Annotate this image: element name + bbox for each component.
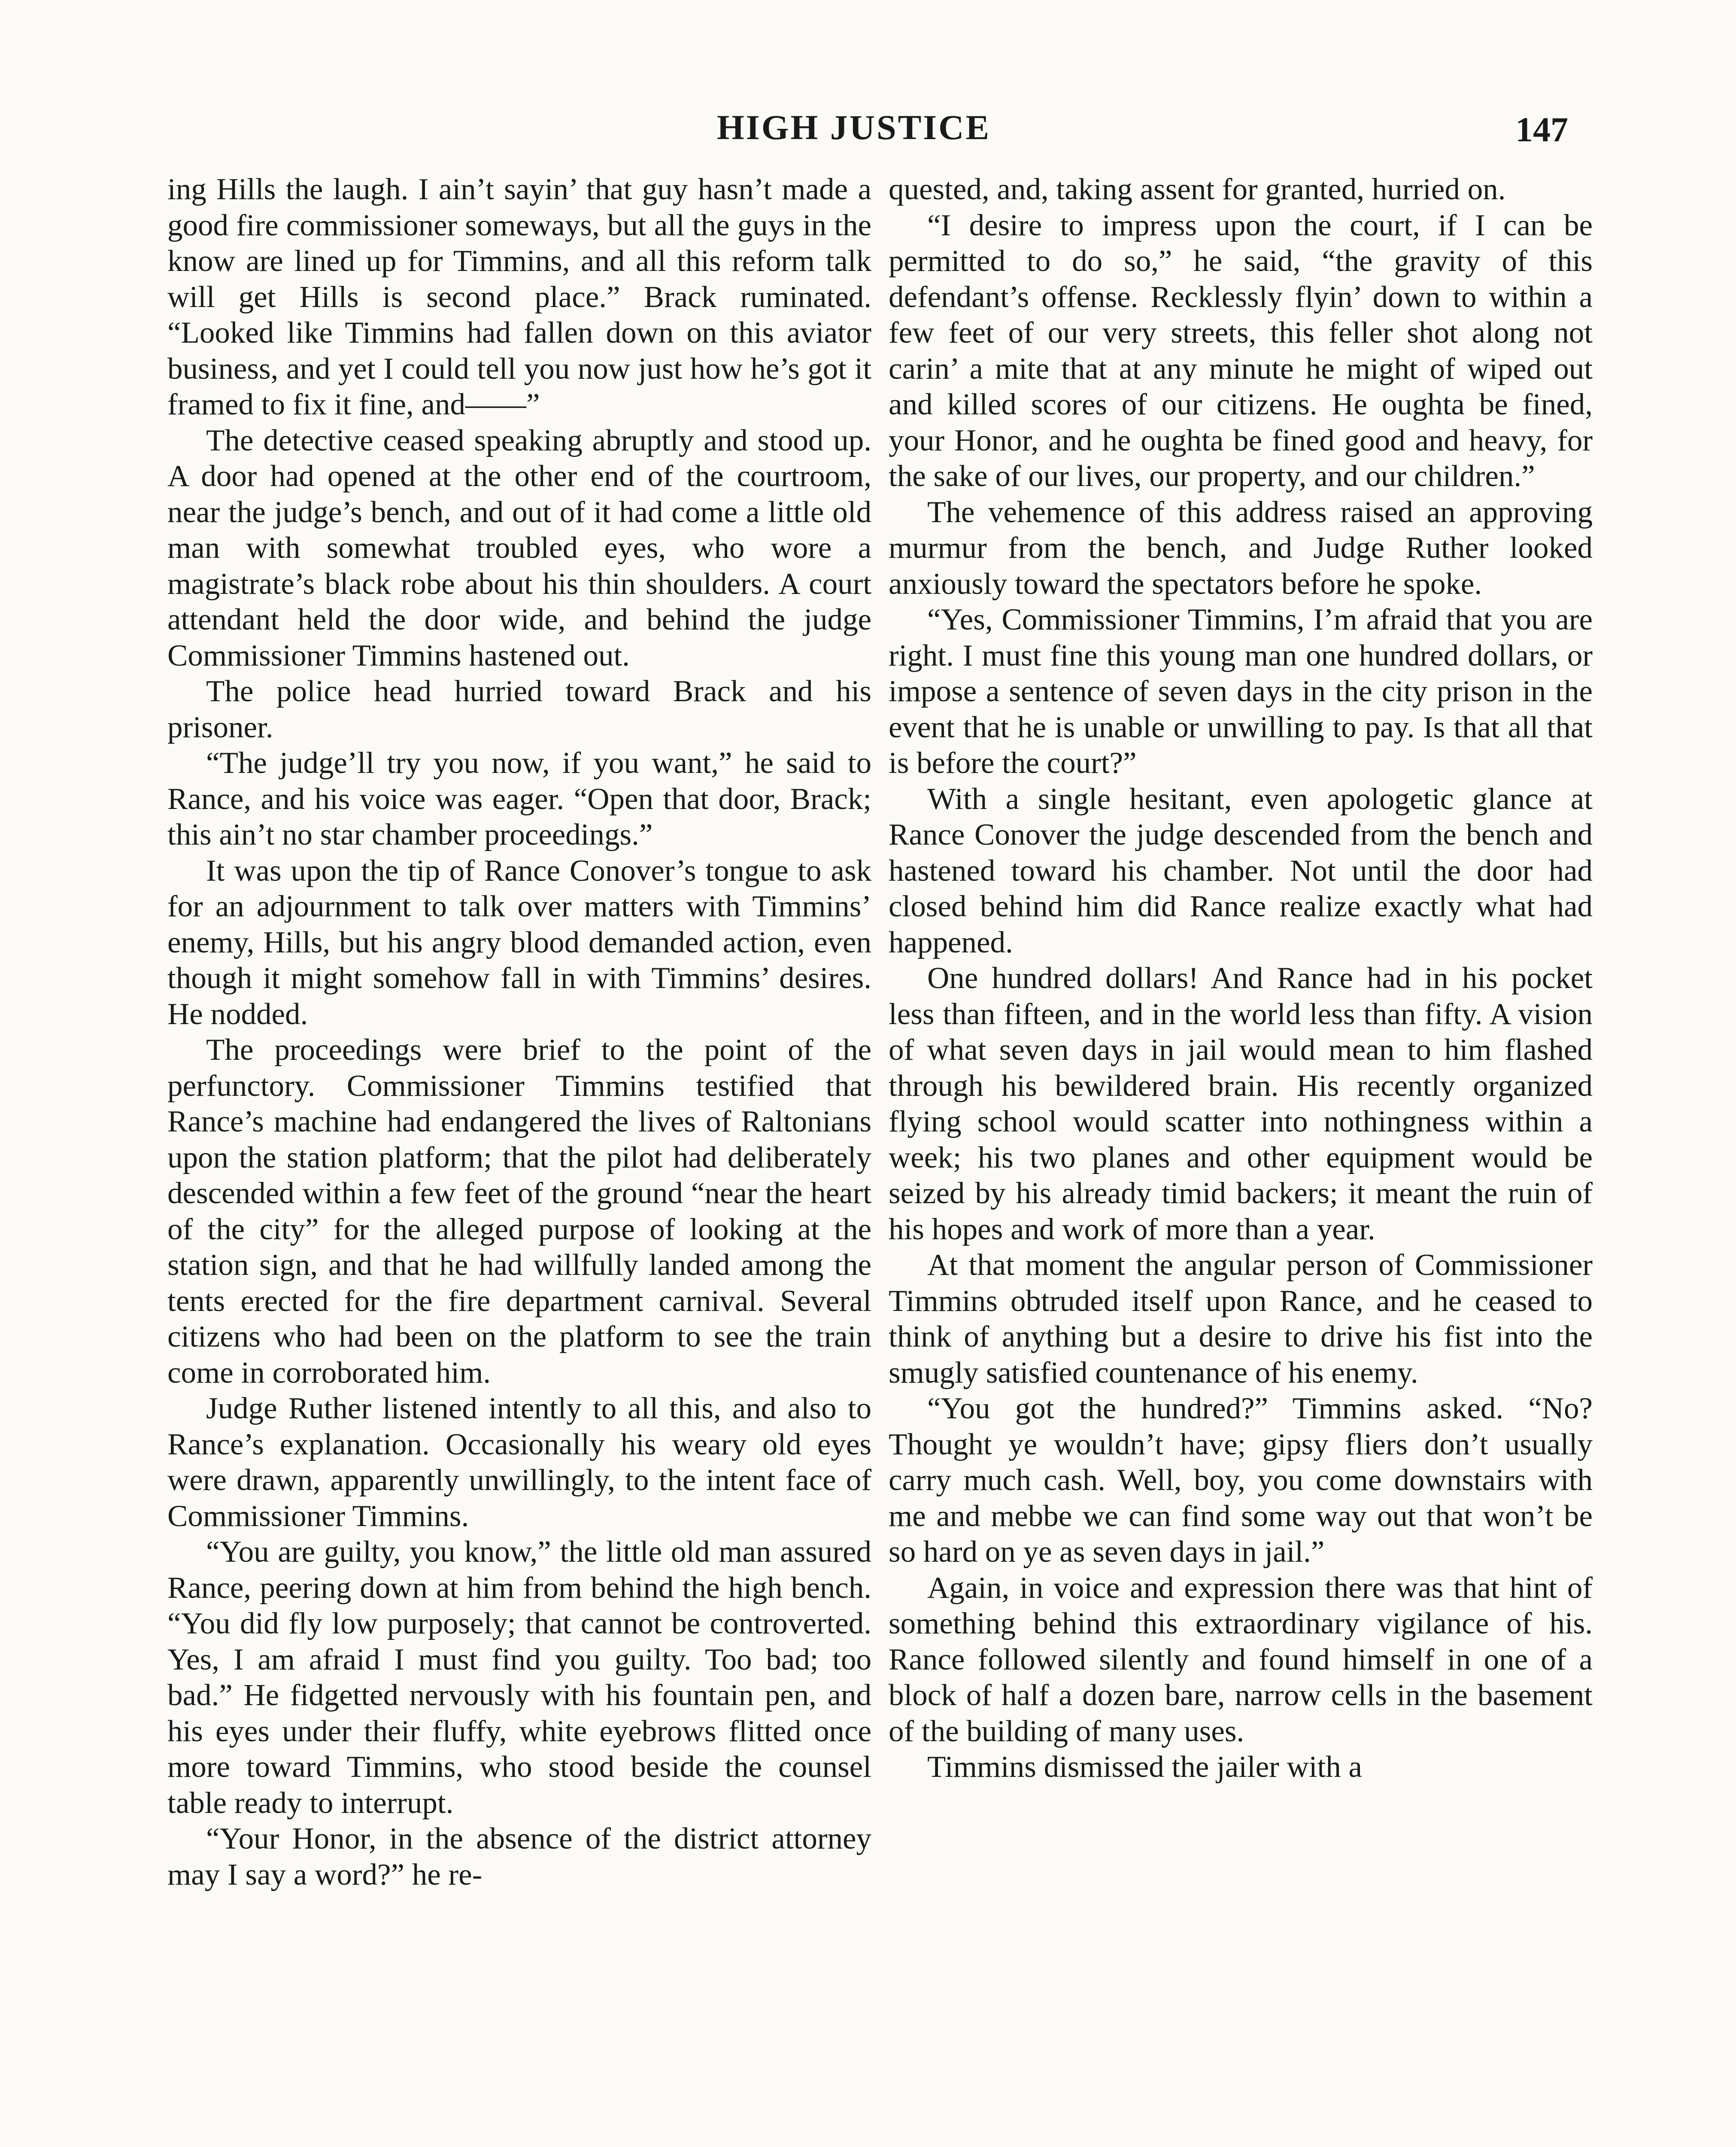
paragraph: “Yes, Commissioner Timmins, I’m afraid that you are right. I must fine this young man one hundred dollars, or impose a sentence of seven days in the city prison in the event that he is unable or unwilling to pay. Is that all that is before the court?” — [889, 603, 1593, 780]
paragraph: The vehemence of this address raised an approving murmur from the bench, and Judge Ruther looked anxiously toward the spectators before he spoke. — [889, 495, 1593, 601]
paragraph: At that moment the angular person of Commissioner Timmins obtruded itself upon Rance, and he ceased to think of anything but a desire to drive his fist into the smugly satisfied countenance of his enemy. — [889, 1248, 1593, 1390]
running-header-title: HIGH JUSTICE — [717, 108, 991, 147]
paragraph: “The judge’ll try you now, if you want,” he said to Rance, and his voice was eager. “Open that door, Brack; this ain’t no star chamber proceedings.” — [167, 746, 871, 852]
paragraph: Again, in voice and expression there was that hint of something behind this extraordinary vigilance of his. Rance followed silently and found himself in one of a block of half a dozen bare, narrow cells in the basement of the building of many uses. — [889, 1571, 1593, 1748]
paragraph: The police head hurried toward Brack and his prisoner. — [167, 675, 871, 744]
paragraph: “You got the hundred?” Timmins asked. “No? Thought ye wouldn’t have; gipsy fliers don’t usually carry much cash. Well, boy, you come downstairs with me and mebbe we can find some way out that won’t be so hard on ye as seven days in jail.” — [889, 1392, 1593, 1569]
paragraph: ing Hills the laugh. I ain’t sayin’ that guy hasn’t made a good fire commissioner someways, but all the guys in the know are lined up for Timmins, and all this reform talk will get Hills is second place.” Brack ruminated. “Looked like Timmins had fallen down on this aviator business, and yet I could tell you now just how he’s got it framed to fix it fine, and——” — [167, 173, 871, 421]
paragraph: With a single hesitant, even apologetic glance at Rance Conover the judge descended from the bench and hastened toward his chamber. Not until the door had closed behind him did Rance realize exactly what had happened. — [889, 782, 1593, 959]
paragraph: Judge Ruther listened intently to all this, and also to Rance’s explanation. Occasionally his weary old eyes were drawn, apparently unwillingly, to the intent face of Commissioner Timmins. — [167, 1392, 871, 1533]
paragraph: Timmins dismissed the jailer with a — [927, 1750, 1363, 1784]
paragraph: One hundred dollars! And Rance had in his pocket less than fifteen, and in the world less than fifty. A vision of what seven days in jail would mean to him flashed through his bewildered brain. His recently organized flying school would scatter into nothingness within a week; his two planes and other equipment would be seized by his already timid backers; it meant the ruin of his hopes and work of more than a year. — [889, 961, 1593, 1246]
paragraph: “Your Honor, in the absence of the district attorney may I say a word?” he re- — [167, 1822, 871, 1892]
paragraph: The detective ceased speaking abruptly and stood up. A door had opened at the other end of the courtroom, near the judge’s bench, and out of it had come a little old man with somewhat troubled eyes, who wore a magistrate’s black robe about his thin shoulders. A court attendant held the door wide, and behind the judge Commissioner Timmins hastened out. — [167, 423, 871, 672]
paragraph: “You are guilty, you know,” the little old man assured Rance, peering down at him from behind the high bench. “You did fly low purposely; that cannot be controverted. Yes, I am afraid I must find you guilty. Too bad; too bad.” He fidgetted nervously with his fountain pen, and his eyes under their fluffy, white eyebrows flitted once more toward Timmins, who stood beside the counsel table ready to interrupt. — [167, 1535, 871, 1820]
page-number: 147 — [1515, 110, 1568, 149]
paragraph: The proceedings were brief to the point of the perfunctory. Commissioner Timmins testified that Rance’s machine had endangered the lives of Raltonians upon the station platform; that the pilot had deliberately descended within a few feet of the ground “near the heart of the city” for the alleged purpose of looking at the station sign, and that he had willfully landed among the tents erected for the fire department carnival. Several citizens who had been on the platform to see the train come in corroborated him. — [167, 1033, 871, 1390]
left-column — [167, 172, 871, 1893]
paragraph: quested, and, taking assent for granted, hurried on. — [889, 173, 1506, 206]
right-column — [889, 172, 1593, 1785]
paragraph: It was upon the tip of Rance Conover’s tongue to ask for an adjournment to talk over matters with Timmins’ enemy, Hills, but his angry blood demanded action, even though it might somehow fall in with Timmins’ desires. He nodded. — [167, 854, 871, 1031]
paragraph: “I desire to impress upon the court, if I can be permitted to do so,” he said, “the gravity of this defendant’s offense. Recklessly flyin’ down to within a few feet of our very streets, this feller shot along not carin’ a mite that at any minute he might of wiped out and killed scores of our citizens. He oughta be fined, your Honor, and he oughta be fined good and heavy, for the sake of our lives, our property, and our children.” — [889, 208, 1593, 493]
